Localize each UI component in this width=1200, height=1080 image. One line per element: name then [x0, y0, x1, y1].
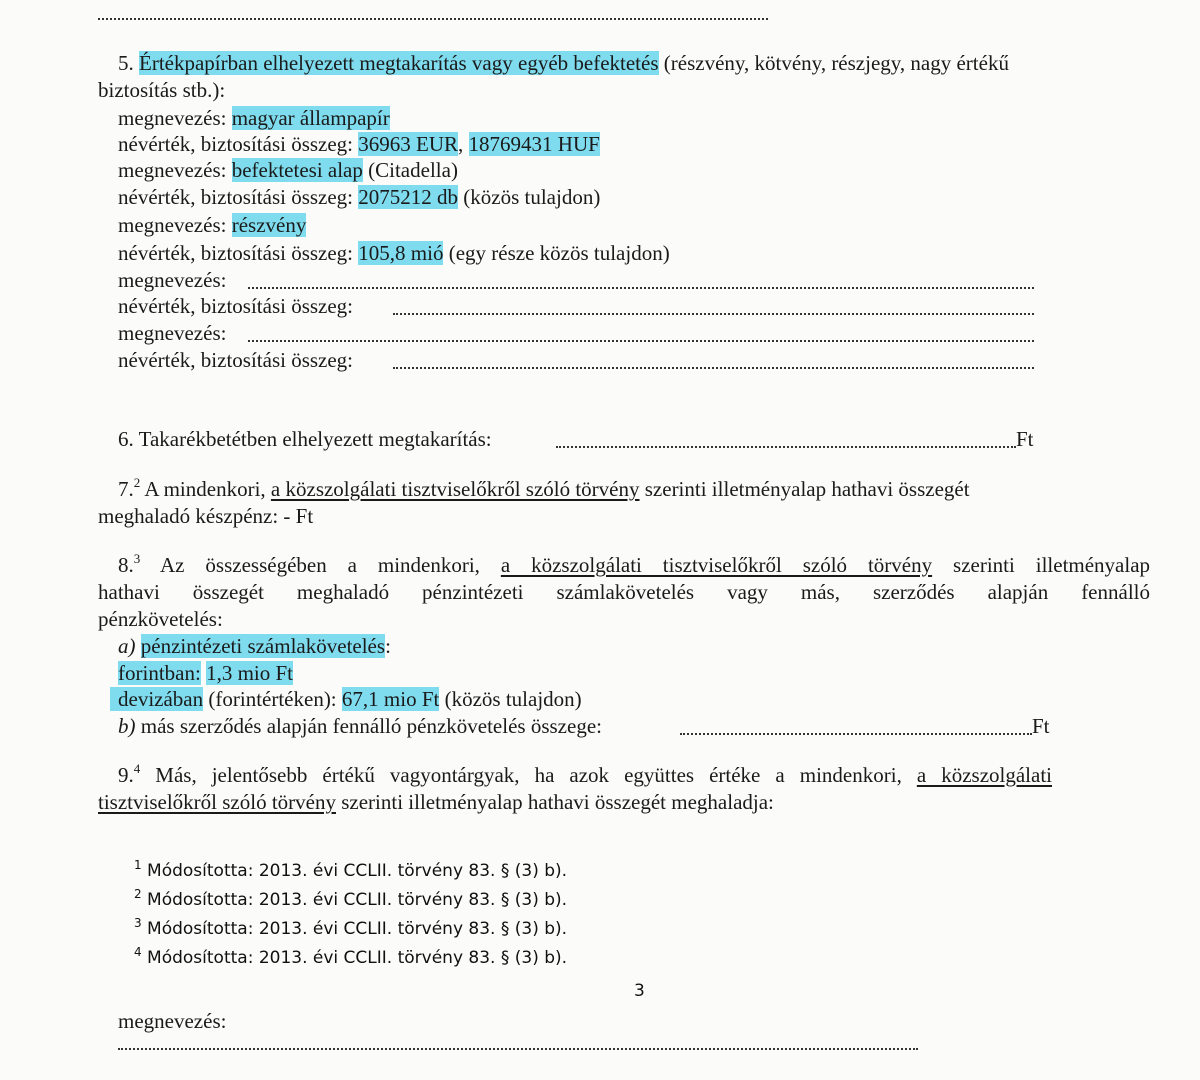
- top-dotted-line: [98, 18, 768, 20]
- section-8b-dots: [680, 733, 1032, 735]
- huf-value: 1,3 mio Ft: [206, 661, 293, 685]
- item2-name-row: megnevezés: befektetesi alap (Citadella): [118, 158, 458, 182]
- section-9-line1: 9.$^4$ Más, jelentősebb értékű vagyontárgyak, ha azok együttes értéke a mindenkori, a közszolgálati: [118, 761, 1052, 787]
- huf-row: [118, 660, 293, 686]
- blank-name-row-1: megnevezés:: [118, 268, 227, 292]
- huf-label: forintban:: [118, 661, 201, 685]
- item2-value: 2075212 db: [358, 185, 459, 209]
- item1-name: magyar állampapír: [231, 106, 390, 130]
- footnote-2: $^2$ Módosította: 2013. évi CCLII. törvény 83. § (3) b).: [134, 887, 568, 910]
- section-6-dots: [556, 446, 1016, 448]
- item3-name: részvény: [231, 213, 307, 237]
- section-8-line2: hathavi összegét meghaladó pénzintézeti számlakövetelés vagy más, szerződés alapján fennálló: [98, 580, 1150, 604]
- section-8-line1: 8.$^3$ Az összességében a mindenkori, a közszolgálati tisztviselőkről szóló törvény szerinti illetményalap: [118, 551, 1151, 577]
- section-6-unit: Ft: [1016, 427, 1034, 451]
- law-reference-link-3: a közszolgálati: [916, 763, 1052, 787]
- item2-value-row: névérték, biztosítási összeg: 2075212 db (közös tulajdon): [118, 185, 601, 209]
- section-5-heading: 5. Értékpapírban elhelyezett megtakarítás vagy egyéb befektetés (részvény, kötvény, részjegy, nagy értékű: [118, 51, 1009, 75]
- item2-name: befektetesi alap: [231, 158, 363, 182]
- section-7-line2: meghaladó készpénz: - Ft: [98, 504, 314, 528]
- law-reference-link-3b: tisztviselőkről szóló törvény: [98, 790, 336, 814]
- section-9-line2: tisztviselőkről szóló törvény szerinti illetményalap hathavi összegét meghaladja:: [98, 790, 774, 814]
- section-7-line1: 7.$^2$ A mindenkori, a közszolgálati tisztviselőkről szóló törvény szerinti illetményalap hathavi összegét: [118, 475, 970, 501]
- section-8b-unit: Ft: [1032, 714, 1050, 738]
- bottom-dotted-line: [118, 1048, 918, 1050]
- section-8a-row: a) pénzintézeti számlakövetelés:: [118, 634, 391, 658]
- blank-value-dots-2: [393, 367, 1034, 369]
- section-8-line3: pénzkövetelés:: [98, 607, 223, 631]
- fx-value: 67,1 mio Ft: [341, 687, 440, 711]
- section-5-title: Értékpapírban elhelyezett megtakarítás vagy egyéb befektetés: [139, 51, 659, 75]
- footnote-3: $^3$ Módosította: 2013. évi CCLII. törvény 83. § (3) b).: [134, 916, 568, 939]
- law-reference-link: a közszolgálati tisztviselőkről szóló törvény: [270, 477, 640, 501]
- section-6-text: 6. Takarékbetétben elhelyezett megtakarítás:: [118, 427, 492, 451]
- section-8a-text: pénzintézeti számlakövetelés: [140, 634, 386, 658]
- blank-value-row-2: névérték, biztosítási összeg:: [118, 348, 354, 372]
- blank-name-dots-1: [248, 287, 1034, 289]
- section-8b-row: b) más szerződés alapján fennálló pénzkövetelés összege:: [118, 714, 602, 738]
- section-5-line2: biztosítás stb.):: [98, 78, 226, 102]
- item3-value-row: névérték, biztosítási összeg: 105,8 mió (egy része közös tulajdon): [118, 241, 670, 265]
- item3-name-row: megnevezés: részvény: [118, 213, 307, 237]
- item3-value: 105,8 mió: [358, 241, 444, 265]
- blank-name-dots-2: [248, 340, 1034, 342]
- item1-value-eur: 36963 EUR: [358, 132, 459, 156]
- blank-value-row-1: névérték, biztosítási összeg:: [118, 294, 354, 318]
- item1-value-huf: 18769431 HUF: [468, 132, 600, 156]
- blank-value-dots-1: [393, 313, 1034, 315]
- bottom-name-label: megnevezés:: [118, 1009, 227, 1033]
- fx-row: devizában (forintértéken): 67,1 mio Ft (közös tulajdon): [110, 686, 582, 712]
- fx-label: devizában: [110, 687, 203, 711]
- item1-name-row: megnevezés: magyar állampapír: [118, 106, 390, 130]
- law-reference-link-2: a közszolgálati tisztviselőkről szóló törvény: [500, 553, 933, 577]
- item1-value-row: névérték, biztosítási összeg: 36963 EUR, 18769431 HUF: [118, 132, 600, 156]
- footnote-4: $^4$ Módosította: 2013. évi CCLII. törvény 83. § (3) b).: [134, 945, 568, 968]
- page-number: 3: [634, 981, 645, 1001]
- blank-name-row-2: megnevezés:: [118, 321, 227, 345]
- footnote-1: $^1$ Módosította: 2013. évi CCLII. törvény 83. § (3) b).: [134, 858, 568, 881]
